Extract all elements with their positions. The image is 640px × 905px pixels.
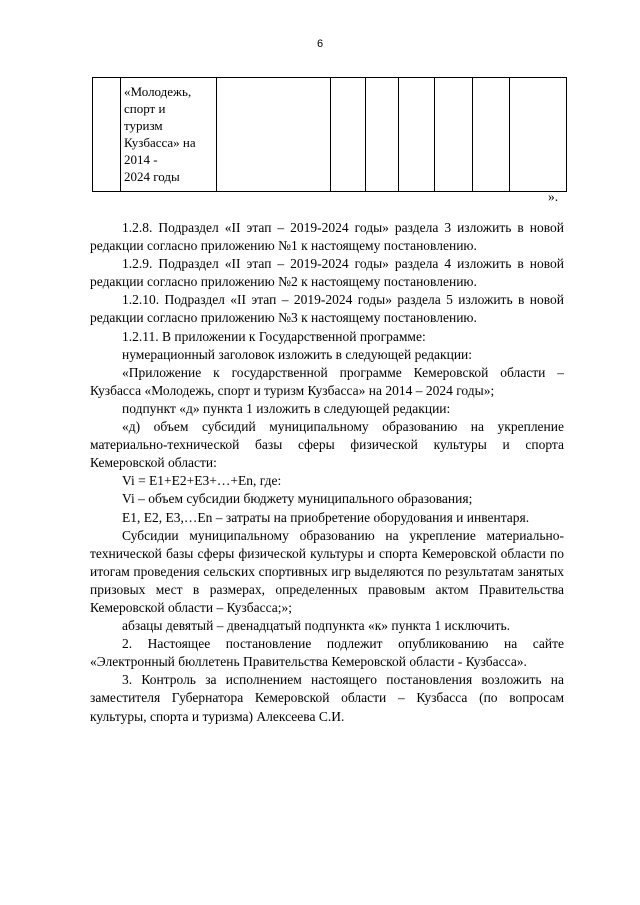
paragraph-1-2-8: 1.2.8. Подраздел «II этап – 2019-2024 годы» раздела 3 изложить в новой редакции согласно приложению №1 к настоящему постановлению. [90, 220, 564, 254]
table-cell [399, 78, 435, 192]
program-name-line: 2014 - [124, 152, 158, 167]
paragraph-2-publication: 2. Настоящее постановление подлежит опубликованию на сайте «Электронный бюллетень Правительства Кемеровской области - Кузбасса». [90, 636, 564, 670]
table-cell [473, 78, 510, 192]
program-name-line: спорт и [124, 101, 166, 116]
paragraph-subsidy-volume: «д) объем субсидий муниципальному образованию на укрепление материально-технической базы сферы физической культуры и спорта Кемеровской области: [90, 419, 564, 471]
paragraph-1-2-11: 1.2.11. В приложении к Государственной программе: [122, 328, 426, 344]
program-name-line: «Молодежь, [124, 84, 192, 99]
paragraph-subsidies: Субсидии муниципальному образованию на укрепление материально-технической базы сферы физической культуры и спорта Кемеровской области по итогам проведения сельских спортивных игр выделяются по результатам занятых призовых мест в размерах, определенных правовым актом Правительства Кемеровской области – Кузбасса;»; [90, 527, 564, 615]
table-cell [331, 78, 366, 192]
table-cell [217, 78, 331, 192]
paragraph-appendix-heading: «Приложение к государственной программе Кемеровской области – Кузбасса «Молодежь, спорт и туризм Кузбасса» на 2014 – 2024 годы»; [90, 364, 564, 398]
table-cell [93, 78, 121, 192]
paragraph-1-2-9: 1.2.9. Подраздел «II этап – 2019-2024 годы» раздела 4 изложить в новой редакции согласно приложению №2 к настоящему постановлению. [90, 256, 564, 290]
paragraph-3-control: 3. Контроль за исполнением настоящего постановления возложить на заместителя Губернатора Кемеровской области – Кузбасса (по вопросам культуры, спорта и туризма) Алексеева С.И. [90, 672, 564, 724]
program-name-line: туризм [124, 118, 163, 133]
paragraph-heading-change: нумерационный заголовок изложить в следующей редакции: [122, 346, 473, 362]
program-name-line: Кузбасса» на [124, 135, 196, 150]
quote-close-mark: ». [548, 189, 559, 204]
paragraph-exclude: абзацы девятый – двенадцатый подпункта «к» пункта 1 исключить. [122, 618, 511, 634]
table-cell [366, 78, 399, 192]
document-body [90, 219, 564, 726]
paragraph-subpoint-d: подпункт «д» пункта 1 изложить в следующей редакции: [122, 400, 451, 416]
paragraph-1-2-10: 1.2.10. Подраздел «II этап – 2019-2024 годы» раздела 5 изложить в новой редакции согласно приложению №3 к настоящему постановлению. [90, 292, 564, 326]
program-name-line: 2024 годы [124, 169, 180, 184]
program-table-fragment [92, 77, 567, 192]
page-number: 6 [316, 38, 324, 50]
formula-vi-definition: Vi – объем субсидии бюджету муниципального образования; [122, 491, 473, 507]
table-row [93, 78, 567, 192]
formula-e-definition: E1, E2, E3,…En – затраты на приобретение оборудования и инвентаря. [122, 509, 530, 525]
formula: Vi = E1+E2+E3+…+En, где: [122, 473, 282, 489]
table-cell [435, 78, 473, 192]
program-name-cell [121, 78, 217, 192]
table-cell [510, 78, 567, 192]
